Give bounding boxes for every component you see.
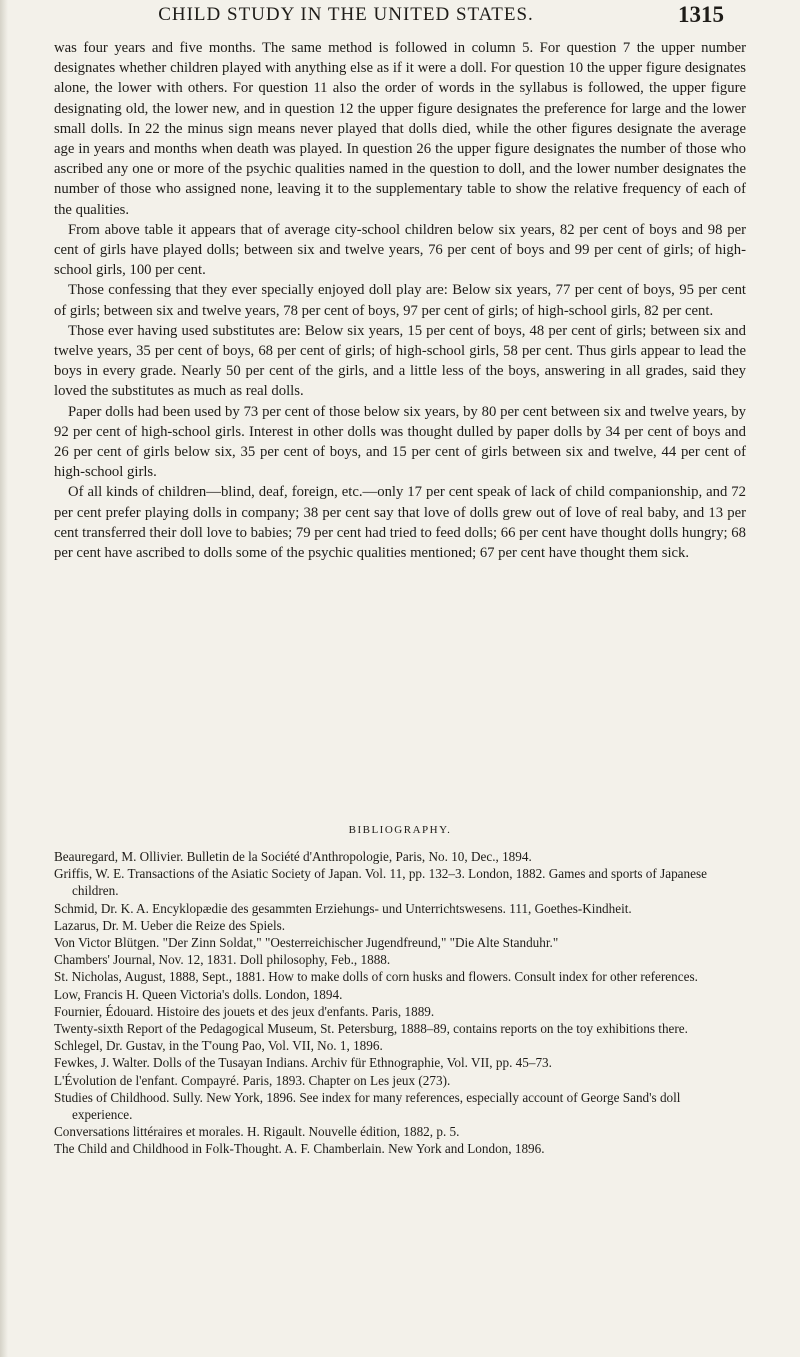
bib-entry: Von Victor Blütgen. "Der Zinn Soldat," "Oesterreichischer Jugendfreund," "Die Alte Standuhr." [54,935,559,951]
bib-entry: Conversations littéraires et morales. H. Rigault. Nouvelle édition, 1882, p. 5. [54,1124,460,1140]
paragraph-4: Those ever having used substitutes are: Below six years, 15 per cent of boys, 48 per cent of girls; between six and twelve years, 35 per cent of boys, 68 per cent of girls; of high-school girls, 58 per cent. Thus girls appear to lead the boys in every grade. Nearly 50 per cent of the girls, and a little less of the boys, answering in all grades, said they loved the substitutes as much as real dolls. [54,322,746,400]
bib-entry: Low, Francis H. Queen Victoria's dolls. London, 1894. [54,986,343,1002]
page-header [0,0,800,40]
paragraph-6: Of all kinds of children—blind, deaf, foreign, etc.—only 17 per cent speak of lack of child companionship, and 72 per cent prefer playing dolls in company; 38 per cent say that love of dolls grew out of love of real baby, and 13 per cent transferred their doll love to babies; 79 per cent had tried to feed dolls; 66 per cent have thought dolls hungry; 68 per cent have ascribed to dolls some of the psychic qualities mentioned; 67 per cent have thought them sick. [54,484,746,562]
bib-entry: L'Évolution de l'enfant. Compayré. Paris, 1893. Chapter on Les jeux (273). [54,1072,451,1088]
bib-entry: Griffis, W. E. Transactions of the Asiatic Society of Japan. Vol. 11, pp. 132–3. London, 1882. Games and sports of Japanese children. [54,866,707,899]
body-text [54,38,746,563]
bibliography-list [54,848,744,1158]
running-head: CHILD STUDY IN THE UNITED STATES. [158,4,534,25]
paragraph-5: Paper dolls had been used by 73 per cent of those below six years, by 80 per cent between six and twelve years, by 92 per cent of high-school girls. Interest in other dolls was thought dulled by paper dolls by 34 per cent of boys and 26 per cent of girls below six, 35 per cent of boys, and 15 per cent of girls between six and twelve, 44 per cent of high-school girls. [54,403,746,481]
bib-entry: Lazarus, Dr. M. Ueber die Reize des Spiels. [54,917,286,933]
page-number: 1315 [678,2,724,27]
bib-entry: Schmid, Dr. K. A. Encyklopædie des gesammten Erziehungs- und Unterrichtswesens. 111, Goethes-Kindheit. [54,900,632,916]
bib-entry: St. Nicholas, August, 1888, Sept., 1881. How to make dolls of corn husks and flowers. Consult index for other references. [54,969,698,985]
bib-entry: The Child and Childhood in Folk-Thought. A. F. Chamberlain. New York and London, 1896. [54,1141,545,1157]
bib-entry: Chambers' Journal, Nov. 12, 1831. Doll philosophy, Feb., 1888. [54,952,391,968]
paragraph-3: Those confessing that they ever specially enjoyed doll play are: Below six years, 77 per cent of boys, 95 per cent of girls; between six and twelve years, 78 per cent of boys, 97 per cent of girls; of high-school girls, 82 per cent. [54,282,746,319]
paragraph-2: From above table it appears that of average city-school children below six years, 82 per cent of boys and 98 per cent of girls have played dolls; between six and twelve years, 76 per cent of boys and 99 per cent of girls; of high-school girls, 100 per cent. [54,221,746,279]
page-gutter-shadow [0,0,8,1357]
bibliography-heading: BIBLIOGRAPHY. [348,824,452,836]
bib-entry: Twenty-sixth Report of the Pedagogical Museum, St. Petersburg, 1888–89, contains reports on the toy exhibitions there. [54,1021,688,1037]
bib-entry: Schlegel, Dr. Gustav, in the T'oung Pao, Vol. VII, No. 1, 1896. [54,1038,383,1054]
paragraph-1: was four years and five months. The same method is followed in column 5. For question 7 the upper number designates whether children played with anything else as if it were a doll. For question 10 the upper figure designates alone, the lower with others. For question 11 also the order of words in the syllabus is followed, the upper figure designating old, the lower new, and in question 12 the upper figure designates the preference for large and the lower small dolls. In 22 the minus sign means never played that dolls died, while the other figures designate the average age in years and months when death was played. In question 26 the upper figure designates the number of those who ascribed any one or more of the psychic qualities named in the question to doll, and the lower number designates the number of those who assigned none, leaving it to the supplementary table to show the relative frequency of each of the qualities. [54,40,746,218]
bib-entry: Fournier, Édouard. Histoire des jouets et des jeux d'enfants. Paris, 1889. [54,1003,435,1019]
bib-entry: Beauregard, M. Ollivier. Bulletin de la Société d'Anthropologie, Paris, No. 10, Dec., 1894. [54,849,532,864]
bib-entry: Fewkes, J. Walter. Dolls of the Tusayan Indians. Archiv für Ethnographie, Vol. VII, pp. 45–73. [54,1055,552,1071]
bib-entry: Studies of Childhood. Sully. New York, 1896. See index for many references, especially account of George Sand's doll experience. [54,1089,681,1123]
